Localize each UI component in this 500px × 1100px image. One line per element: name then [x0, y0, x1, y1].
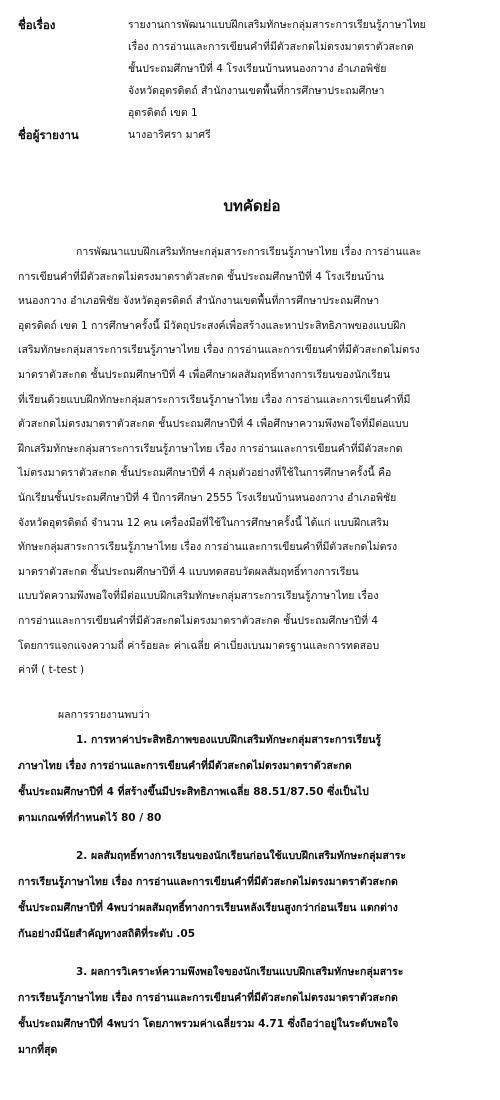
abstract-line: การเขียนคำที่มีตัวสะกดไม่ตรงมาตราตัวสะกด ชั้นประถมศึกษาปีที่ 4 โรงเรียนบ้าน [18, 270, 384, 283]
result-line: ตามเกณฑ์ที่กำหนดไว้ 80 / 80 [18, 812, 162, 825]
title-line: รายงานการพัฒนาแบบฝึกเสริมทักษะกลุ่มสาระการเรียนรู้ภาษาไทย [128, 19, 426, 31]
result-line: 2. ผลสัมฤทธิ์ทางการเรียนของนักเรียนก่อนใช้แบบฝึกเสริมทักษะกลุ่มสาระ [76, 850, 407, 863]
title-line: อุตรดิตถ์ เขต 1 [128, 107, 198, 119]
result-line: ชั้นประถมศึกษาปีที่ 4พบว่า โดยภาพรวมค่าเฉลี่ยรวม 4.71 ซึ่งถือว่าอยู่ในระดับพอใจ [18, 1018, 399, 1031]
result-line: 1. การหาค่าประสิทธิภาพของแบบฝึกเสริมทักษะกลุ่มสาระการเรียนรู้ [76, 734, 382, 747]
abstract-body [18, 240, 486, 683]
result-item-1 [18, 727, 486, 831]
title-label: ชื่อเรื่อง [18, 18, 56, 32]
abstract-line: อุตรดิตถ์ เขต 1 การศึกษาครั้งนี้ มีวัตถุประสงค์เพื่อสร้างและหาประสิทธิภาพของแบบฝึก [18, 319, 406, 332]
results-list [18, 727, 486, 1063]
abstract-heading: บทคัดย่อ [223, 197, 281, 215]
results-heading: ผลการรายงานพบว่า [58, 708, 150, 721]
abstract-line: หนองกวาง อำเภอพิชัย จังหวัดอุตรดิตถ์ สำนักงานเขตพื้นที่การศึกษาประถมศึกษา [18, 295, 380, 308]
abstract-line: มาตราตัวสะกด ชั้นประถมศึกษาปีที่ 4 เพื่อศึกษาผลสัมฤทธิ์ทางการเรียนของนักเรียน [18, 368, 391, 381]
abstract-line: โดยการแจกแจงความถี่ ค่าร้อยละ ค่าเฉลี่ย ค่าเบี่ยงเบนมาตรฐานและการทดสอบ [18, 639, 380, 652]
title-line: จังหวัดอุตรดิตถ์ สำนักงานเขตพื้นที่การศึกษาประถมศึกษา [128, 85, 385, 97]
author-block [18, 124, 486, 146]
abstract-line: ทักษะกลุ่มสาระการเรียนรู้ภาษาไทย เรื่อง การอ่านและการเขียนคำที่มีตัวสะกดไม่ตรง [18, 541, 398, 554]
abstract-line: การพัฒนาแบบฝึกเสริมทักษะกลุ่มสาระการเรียนรู้ภาษาไทย เรื่อง การอ่านและ [76, 246, 422, 258]
result-line: 3. ผลการวิเคราะห์ความพึงพอใจของนักเรียนแบบฝึกเสริมทักษะกลุ่มสาระ [76, 966, 404, 979]
abstract-line: แบบวัดความพึงพอใจที่มีต่อแบบฝึกเสริมทักษะกลุ่มสาระการเรียนรู้ภาษาไทย เรื่อง [18, 590, 379, 603]
abstract-line: ค่าที ( t-test ) [18, 664, 85, 677]
title-text [128, 14, 486, 124]
result-item-3 [18, 959, 486, 1063]
result-line: การเรียนรู้ภาษาไทย เรื่อง การอ่านและการเขียนคำที่มีตัวสะกดไม่ตรงมาตราตัวสะกด [18, 992, 398, 1005]
abstract-line: ฝึกเสริมทักษะกลุ่มสาระการเรียนรู้ภาษาไทย เรื่อง การอ่านและการเขียนคำที่มีตัวสะกด [18, 442, 403, 455]
result-line: กันอย่างมีนัยสำคัญทางสถิติที่ระดับ .05 [18, 928, 196, 941]
author-name: นางอาริศรา มาศรี [128, 129, 211, 141]
abstract-line: ไม่ตรงมาตราตัวสะกด ชั้นประถมศึกษาปีที่ 4 กลุ่มตัวอย่างที่ใช้ในการศึกษาครั้งนี้ คือ [18, 467, 392, 480]
author-label: ชื่อผู้รายงาน [18, 128, 79, 142]
abstract-line: นักเรียนชั้นประถมศึกษาปีที่ 4 ปีการศึกษา 2555 โรงเรียนบ้านหนองกวาง อำเภอพิชัย [18, 491, 397, 504]
title-line: ชั้นประถมศึกษาปีที่ 4 โรงเรียนบ้านหนองกวาง อำเภอพิชัย [128, 63, 387, 75]
abstract-line: ตัวสะกดไม่ตรงมาตราตัวสะกด ชั้นประถมศึกษาปีที่ 4 เพื่อศึกษาความพึงพอใจที่มีต่อแบบ [18, 418, 409, 431]
abstract-line: จังหวัดอุตรดิตถ์ จำนวน 12 คน เครื่องมือที่ใช้ในการศึกษาครั้งนี้ ได้แก่ แบบฝึกเสริม [18, 516, 390, 529]
result-line: การเรียนรู้ภาษาไทย เรื่อง การอ่านและการเขียนคำที่มีตัวสะกดไม่ตรงมาตราตัวสะกด [18, 876, 398, 889]
abstract-line: ที่เรียนด้วยแบบฝึกทักษะกลุ่มสาระการเรียนรู้ภาษาไทย เรื่อง การอ่านและการเขียนคำที่มี [18, 393, 411, 406]
result-line: ชั้นประถมศึกษาปีที่ 4 ที่สร้างขึ้นมีประสิทธิภาพเฉลี่ย 88.51/87.50 ซึ่งเป็นไป [18, 786, 369, 799]
title-block [18, 14, 486, 124]
abstract-line: การอ่านและการเขียนคำที่มีตัวสะกดไม่ตรงมาตราตัวสะกด ชั้นประถมศึกษาปีที่ 4 [18, 614, 379, 627]
result-line: มากที่สุด [18, 1044, 58, 1057]
result-line: ชั้นประถมศึกษาปีที่ 4พบว่าผลสัมฤทธิ์ทางการเรียนหลังเรียนสูงกว่าก่อนเรียน แตกต่าง [18, 902, 398, 915]
title-line: เรื่อง การอ่านและการเขียนคำที่มีตัวสะกดไม่ตรงมาตราตัวสะกด [128, 41, 414, 53]
abstract-line: เสริมทักษะกลุ่มสาระการเรียนรู้ภาษาไทย เรื่อง การอ่านและการเขียนคำที่มีตัวสะกดไม่ตรง [18, 344, 420, 357]
result-item-2 [18, 843, 486, 947]
abstract-line: มาตราตัวสะกด ชั้นประถมศึกษาปีที่ 4 แบบทดสอบวัดผลสัมฤทธิ์ทางการเรียน [18, 565, 359, 578]
result-line: ภาษาไทย เรื่อง การอ่านและการเขียนคำที่มีตัวสะกดไม่ตรงมาตราตัวสะกด [18, 760, 352, 773]
